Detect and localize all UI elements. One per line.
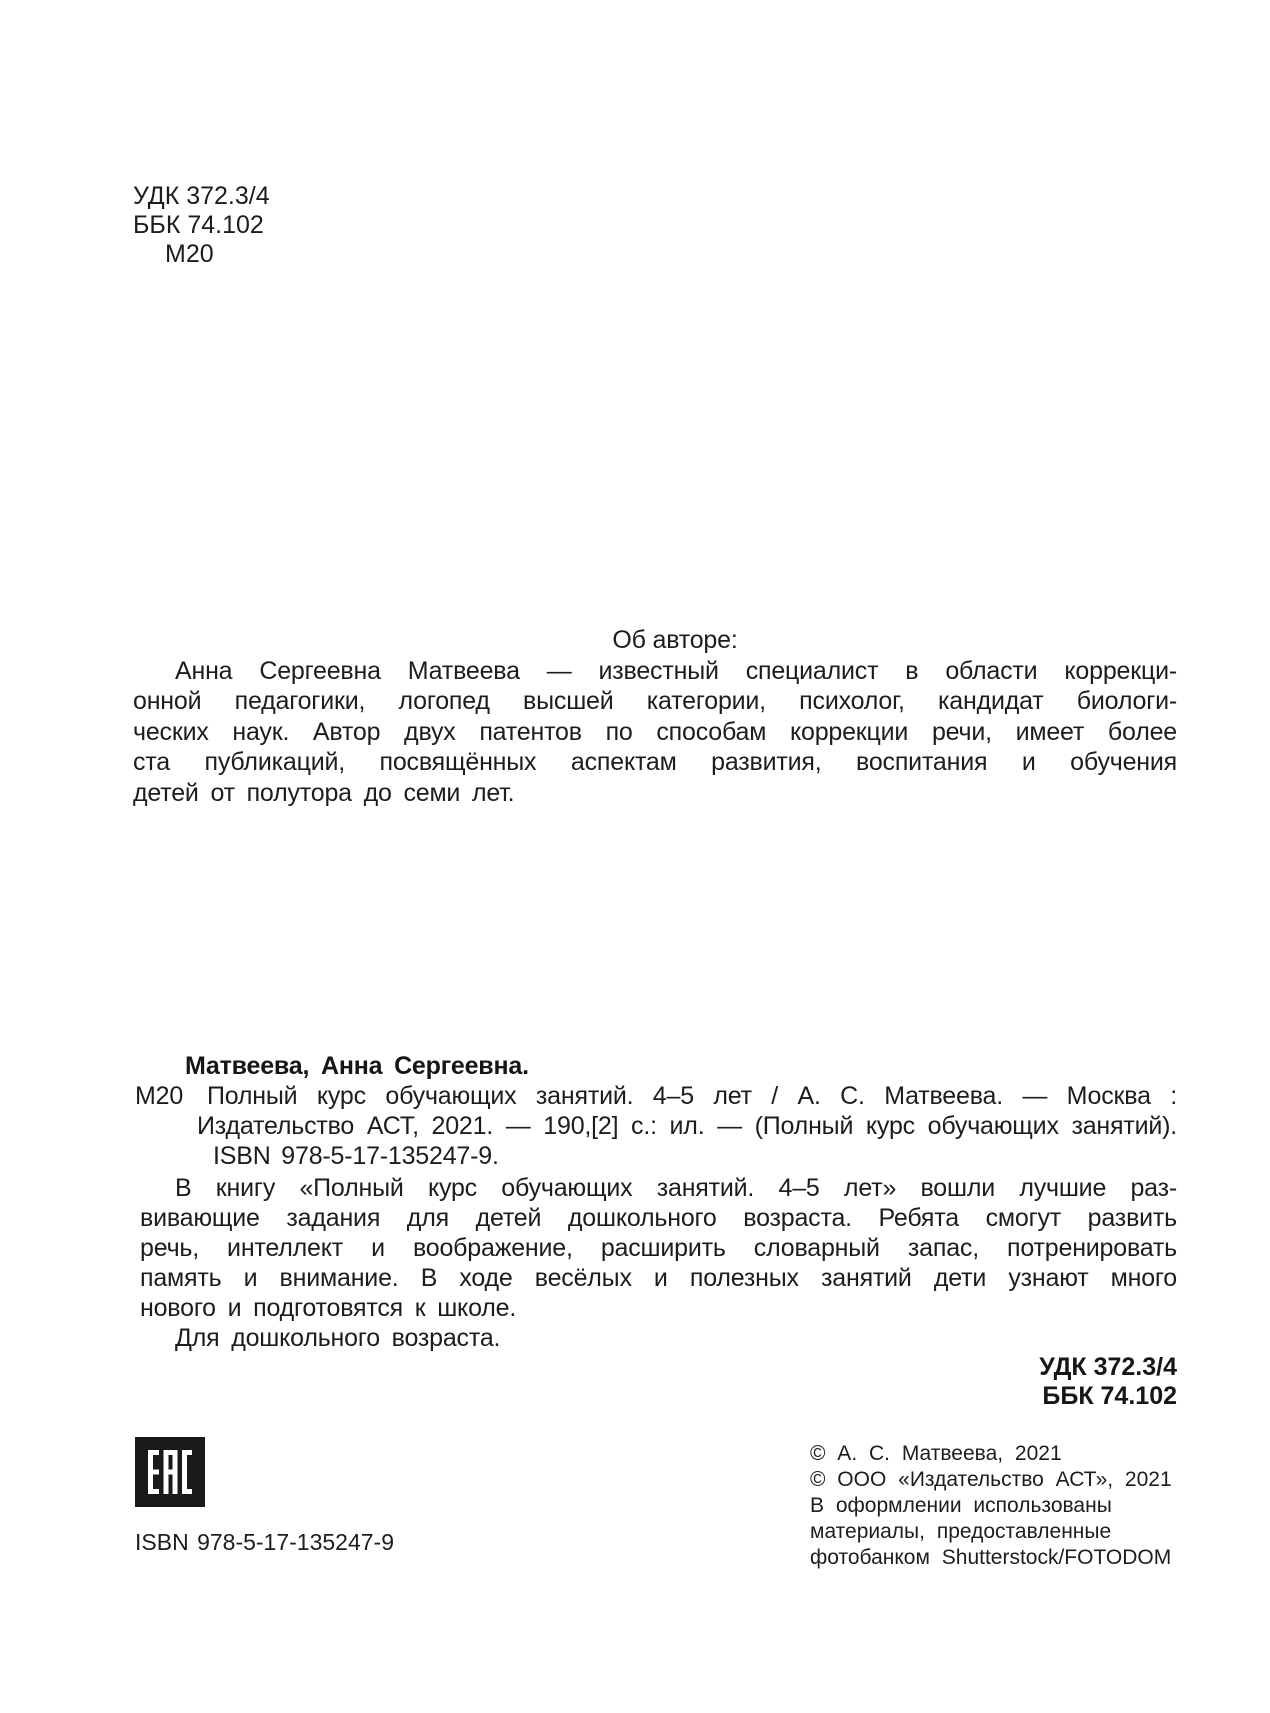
author-sign-label: М20 (135, 1082, 184, 1110)
about-author-section (133, 625, 1177, 808)
about-line: онной педагогики, логопед высшей категории, психолог, кандидат биологи- (133, 687, 1177, 715)
bib-author-heading: Матвеева, Анна Сергеевна. (185, 1052, 529, 1080)
bib-entry-line: Издательство АСТ, 2021. — 190,[2] с.: ил. — (Полный курс обучающих занятий). (197, 1112, 1177, 1140)
annotation-line: вивающие задания для детей дошкольного возраста. Ребята смогут развить (140, 1204, 1177, 1232)
classification-top (133, 182, 270, 269)
author-sign-top: М20 (165, 240, 214, 268)
annotation-section (140, 1173, 1177, 1353)
bibliographic-entry (133, 1051, 1177, 1171)
copyright-line: В оформлении использованы (810, 1494, 1112, 1517)
bib-entry-row (133, 1081, 1177, 1111)
annotation-line: память и внимание. В ходе весёлых и полезных занятий дети узнают много (140, 1264, 1177, 1292)
copyright-block (810, 1441, 1190, 1571)
copyright-line: © ООО «Издательство АСТ», 2021 (810, 1468, 1172, 1491)
isbn-footer: ISBN 978-5-17-135247-9 (135, 1529, 394, 1555)
copyright-line: материалы, предоставленные (810, 1520, 1112, 1543)
annotation-line: В книгу «Полный курс обучающих занятий. 4–5 лет» вошли лучшие раз- (175, 1174, 1177, 1202)
udk-bottom: УДК 372.3/4 (1039, 1353, 1177, 1381)
copyright-line: © А. С. Матвеева, 2021 (810, 1442, 1062, 1465)
classification-bottom (1039, 1353, 1177, 1411)
annotation-line: нового и подготовятся к школе. (140, 1294, 517, 1322)
bib-isbn: ISBN 978-5-17-135247-9. (213, 1142, 499, 1170)
udk-top: УДК 372.3/4 (133, 182, 270, 210)
bib-entry-line: Полный курс обучающих занятий. 4–5 лет / А. С. Матвеева. — Москва : (207, 1082, 1177, 1110)
eac-mark-icon (135, 1437, 205, 1507)
about-line: детей от полутора до семи лет. (133, 778, 515, 807)
about-author-heading: Об авторе: (612, 626, 738, 654)
about-line: ческих наук. Автор двух патентов по способам коррекции речи, имеет более (133, 717, 1177, 746)
copyright-line: фотобанком Shutterstock/FOTODOM (810, 1546, 1172, 1569)
audience-note: Для дошкольного возраста. (175, 1324, 501, 1352)
about-line: Анна Сергеевна Матвеева — известный специалист в области коррекци- (175, 656, 1177, 685)
bbk-top: ББК 74.102 (133, 211, 264, 239)
annotation-line: речь, интеллект и воображение, расширить словарный запас, потренировать (140, 1234, 1177, 1262)
about-line: ста публикаций, посвящённых аспектам развития, воспитания и обучения (133, 748, 1177, 776)
bbk-bottom: ББК 74.102 (1042, 1382, 1177, 1410)
eac-mark-svg (135, 1437, 205, 1507)
